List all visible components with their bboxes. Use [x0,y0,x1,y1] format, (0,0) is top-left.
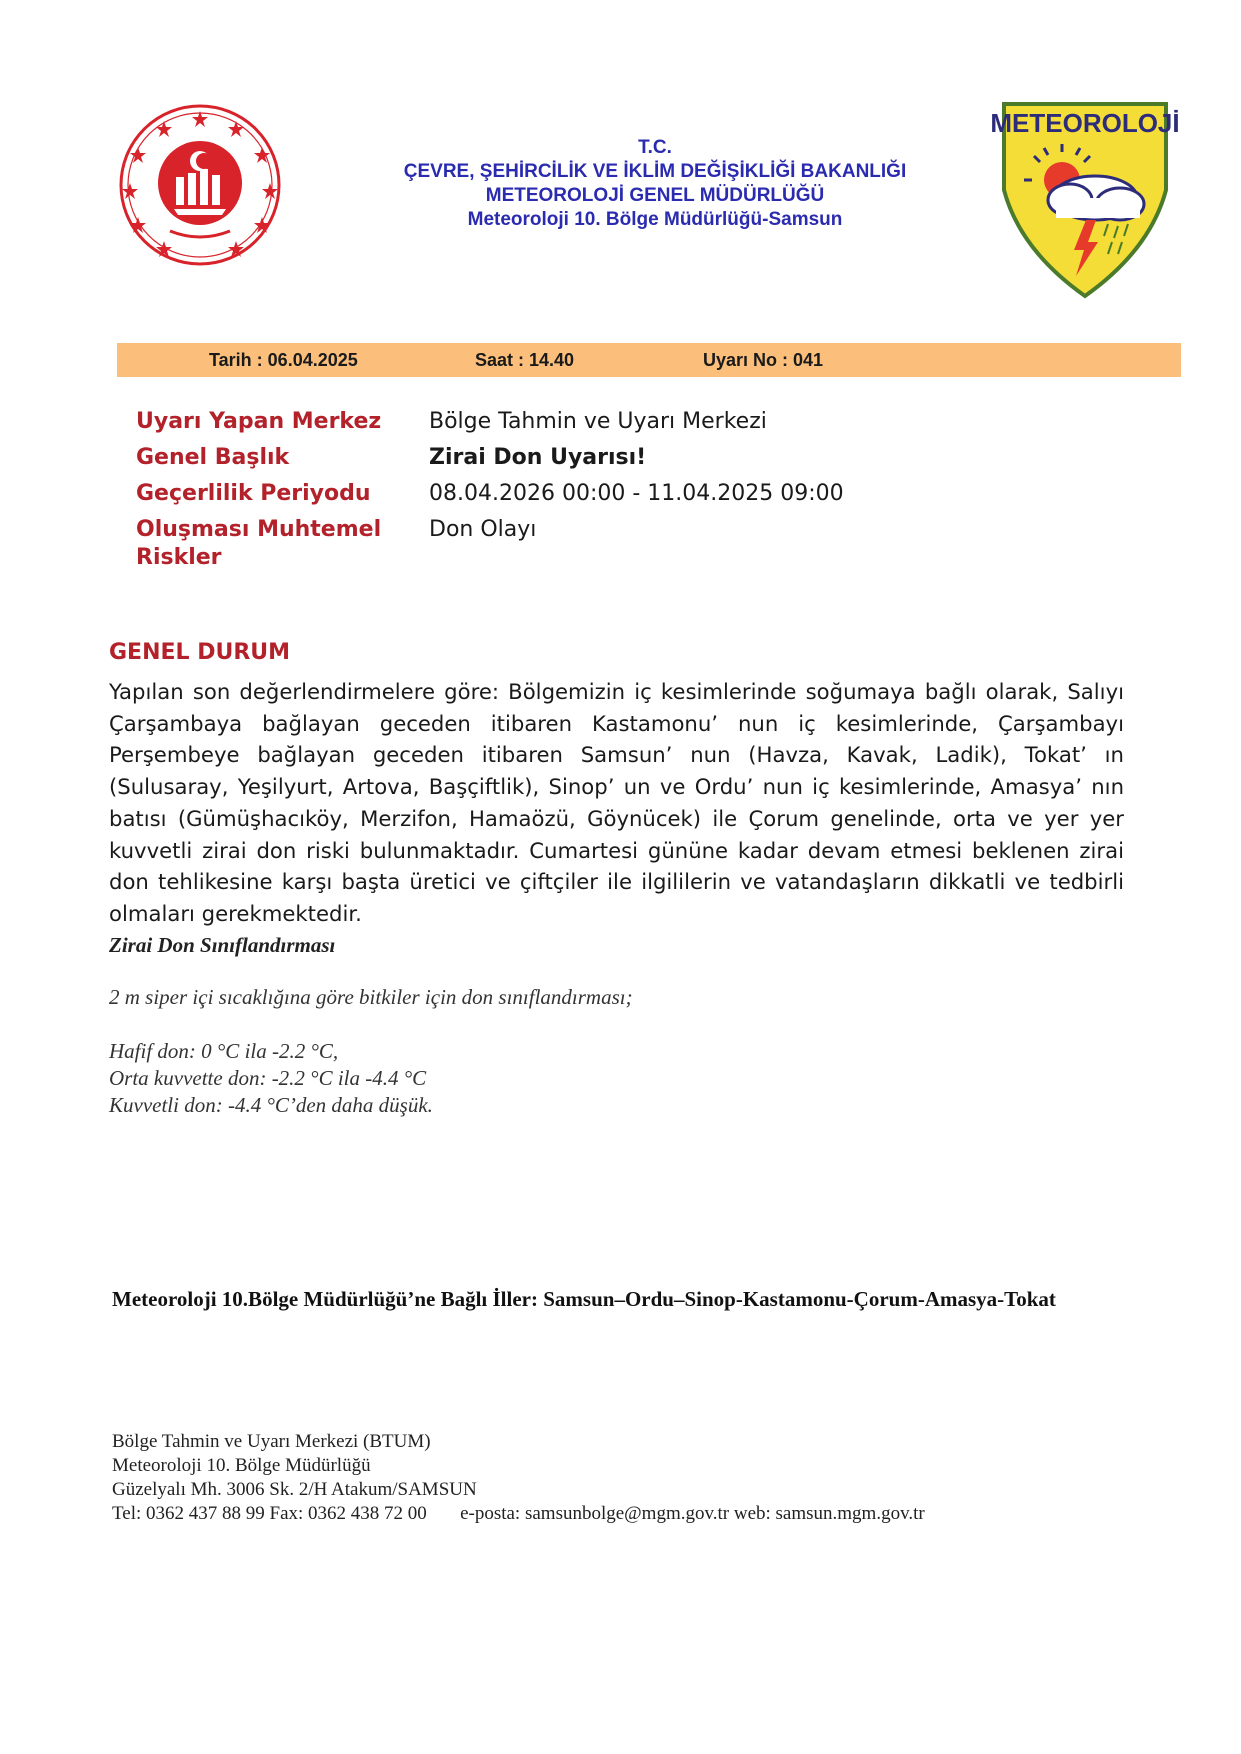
header-directorate: METEOROLOJİ GENEL MÜDÜRLÜĞÜ [485,185,825,206]
field-value: 08.04.2026 00:00 - 11.04.2025 09:00 [429,481,844,506]
header-ministry: ÇEVRE, ŞEHİRCİLİK VE İKLİM DEĞİŞİKLİĞİ BAKANLIĞI [403,161,907,182]
header-tc: T.C. [638,137,672,158]
frost-classification-list [109,1038,433,1119]
field-value: Zirai Don Uyarısı! [429,445,647,470]
warning-info-bar [117,343,1181,377]
footer-contact-line [112,1502,925,1526]
meteoroloji-shield-logo [990,100,1180,300]
header-block [320,136,990,232]
footer-contact [112,1430,925,1526]
frost-class-medium: Orta kuvvette don: -2.2 °C ila -4.4 °C [109,1066,427,1090]
shield-title: METEOROLOJİ [990,108,1180,138]
warning-number: Uyarı No : 041 [703,350,824,370]
footer-address: Güzelyalı Mh. 3006 Sk. 2/H Atakum/SAMSUN [112,1479,477,1500]
field-label: Uyarı Yapan Merkez [136,409,382,434]
field-label: Oluşması Muhtemel Riskler [136,517,382,570]
header-region: Meteoroloji 10. Bölge Müdürlüğü-Samsun [467,209,843,230]
frost-class-strong: Kuvvetli don: -4.4 °C’den daha düşük. [109,1093,433,1117]
frost-classification-intro: 2 m siper içi sıcaklığına göre bitkiler için don sınıflandırması; [109,985,633,1009]
general-situation-title: GENEL DURUM [109,640,291,665]
footer-phone: Tel: 0362 437 88 99 Fax: 0362 438 72 00 [112,1503,427,1524]
field-label: Geçerlilik Periyodu [136,481,371,506]
frost-classification-title: Zirai Don Sınıflandırması [109,933,336,957]
ministry-seal-logo [118,103,282,267]
warning-time: Saat : 14.40 [475,350,575,370]
warning-date: Tarih : 06.04.2025 [209,350,358,370]
field-label: Genel Başlık [136,445,290,470]
field-value: Don Olayı [429,517,537,542]
footer-web: e-posta: samsunbolge@mgm.gov.tr web: samsun.mgm.gov.tr [460,1503,925,1524]
field-value: Bölge Tahmin ve Uyarı Merkezi [429,409,767,434]
frost-class-light: Hafif don: 0 °C ila -2.2 °C, [109,1039,339,1063]
general-situation-body: Yapılan son değerlendirmelere göre: Bölgemizin iç kesimlerinde soğumaya bağlı olarak, Salıyı Çarşambaya bağlayan geceden itibaren Kastamonu’ nun iç kesimlerinde, Çarşambayı Perşembeye bağlayan geceden itibaren Samsun’ nun (Havza, Kavak, Ladik), Tokat’ ın (Sulusaray, Yeşilyurt, Artova, Başçiftlik), Sinop’ un ve Ordu’ nun iç kesimlerinde, Amasya’ nın batısı (Gümüşhacıköy, Merzifon, Hamaözü, Göynücek) ile Çorum genelinde, orta ve yer yer kuvvetli zirai don riski bulunmaktadır. Cumartesi gününe kadar devam etmesi beklenen zirai don tehlikesine karşı başta üretici ve çiftçiler ile ilgililerin ve vatandaşların dikkatli ve tedbirli olmaları gerekmektedir. [109,679,1124,926]
footer-directorate: Meteoroloji 10. Bölge Müdürlüğü [112,1455,371,1476]
footer-center: Bölge Tahmin ve Uyarı Merkezi (BTUM) [112,1431,431,1452]
affiliated-provinces: Meteoroloji 10.Bölge Müdürlüğü’ne Bağlı İller: Samsun–Ordu–Sinop-Kastamonu-Çorum-Amasya-Tokat [112,1287,1056,1311]
